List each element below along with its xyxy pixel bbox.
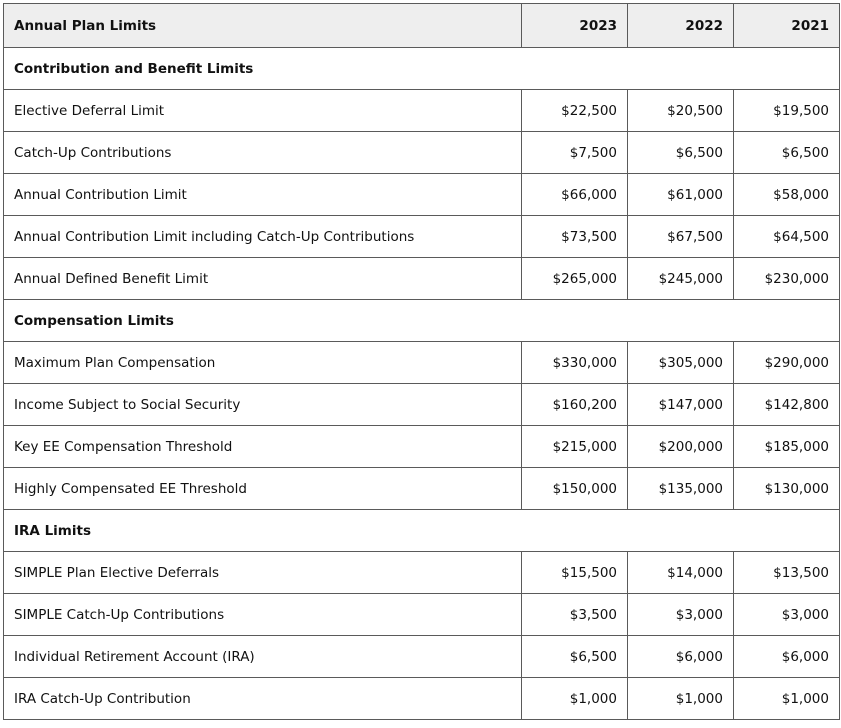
row-label: Individual Retirement Account (IRA) (4, 636, 522, 678)
value-2023: $22,500 (522, 90, 628, 132)
row-label: Income Subject to Social Security (4, 384, 522, 426)
value-2023: $6,500 (522, 636, 628, 678)
value-2022: $20,500 (628, 90, 734, 132)
year-header-2022: 2022 (628, 4, 734, 48)
table-row (4, 594, 840, 636)
value-2023: $66,000 (522, 174, 628, 216)
value-2022: $305,000 (628, 342, 734, 384)
section-row-contribution-benefit-limits (4, 48, 840, 90)
value-2022: $245,000 (628, 258, 734, 300)
year-header-2021: 2021 (734, 4, 840, 48)
value-2021: $6,500 (734, 132, 840, 174)
value-2023: $7,500 (522, 132, 628, 174)
value-2023: $160,200 (522, 384, 628, 426)
value-2021: $3,000 (734, 594, 840, 636)
row-label: Annual Contribution Limit (4, 174, 522, 216)
table-row (4, 426, 840, 468)
value-2021: $19,500 (734, 90, 840, 132)
row-label: Maximum Plan Compensation (4, 342, 522, 384)
row-label: Catch-Up Contributions (4, 132, 522, 174)
value-2022: $67,500 (628, 216, 734, 258)
section-row-ira-limits (4, 510, 840, 552)
value-2023: $150,000 (522, 468, 628, 510)
row-label: Annual Defined Benefit Limit (4, 258, 522, 300)
value-2022: $135,000 (628, 468, 734, 510)
section-row-compensation-limits (4, 300, 840, 342)
section-title: IRA Limits (4, 510, 840, 552)
value-2021: $64,500 (734, 216, 840, 258)
value-2021: $6,000 (734, 636, 840, 678)
value-2022: $6,000 (628, 636, 734, 678)
row-label: Key EE Compensation Threshold (4, 426, 522, 468)
value-2022: $1,000 (628, 678, 734, 720)
table-row (4, 132, 840, 174)
value-2021: $58,000 (734, 174, 840, 216)
value-2021: $13,500 (734, 552, 840, 594)
table-row (4, 90, 840, 132)
table-row (4, 258, 840, 300)
value-2022: $147,000 (628, 384, 734, 426)
value-2021: $290,000 (734, 342, 840, 384)
row-label: SIMPLE Catch-Up Contributions (4, 594, 522, 636)
value-2021: $185,000 (734, 426, 840, 468)
table-row (4, 678, 840, 720)
value-2023: $73,500 (522, 216, 628, 258)
value-2021: $130,000 (734, 468, 840, 510)
table-row (4, 216, 840, 258)
value-2021: $230,000 (734, 258, 840, 300)
table-row (4, 636, 840, 678)
table-title: Annual Plan Limits (4, 4, 522, 48)
row-label: SIMPLE Plan Elective Deferrals (4, 552, 522, 594)
row-label: Annual Contribution Limit including Catch-Up Contributions (4, 216, 522, 258)
table-row (4, 384, 840, 426)
table-row (4, 468, 840, 510)
value-2021: $1,000 (734, 678, 840, 720)
value-2023: $215,000 (522, 426, 628, 468)
year-header-2023: 2023 (522, 4, 628, 48)
value-2023: $1,000 (522, 678, 628, 720)
value-2022: $61,000 (628, 174, 734, 216)
section-title: Contribution and Benefit Limits (4, 48, 840, 90)
table-row (4, 552, 840, 594)
row-label: IRA Catch-Up Contribution (4, 678, 522, 720)
table-header-row (4, 4, 840, 48)
value-2023: $330,000 (522, 342, 628, 384)
value-2022: $3,000 (628, 594, 734, 636)
value-2022: $6,500 (628, 132, 734, 174)
row-label: Elective Deferral Limit (4, 90, 522, 132)
value-2022: $200,000 (628, 426, 734, 468)
table-row (4, 174, 840, 216)
value-2021: $142,800 (734, 384, 840, 426)
value-2023: $3,500 (522, 594, 628, 636)
section-title: Compensation Limits (4, 300, 840, 342)
annual-plan-limits-table (3, 3, 840, 720)
value-2022: $14,000 (628, 552, 734, 594)
value-2023: $15,500 (522, 552, 628, 594)
table-row (4, 342, 840, 384)
value-2023: $265,000 (522, 258, 628, 300)
row-label: Highly Compensated EE Threshold (4, 468, 522, 510)
